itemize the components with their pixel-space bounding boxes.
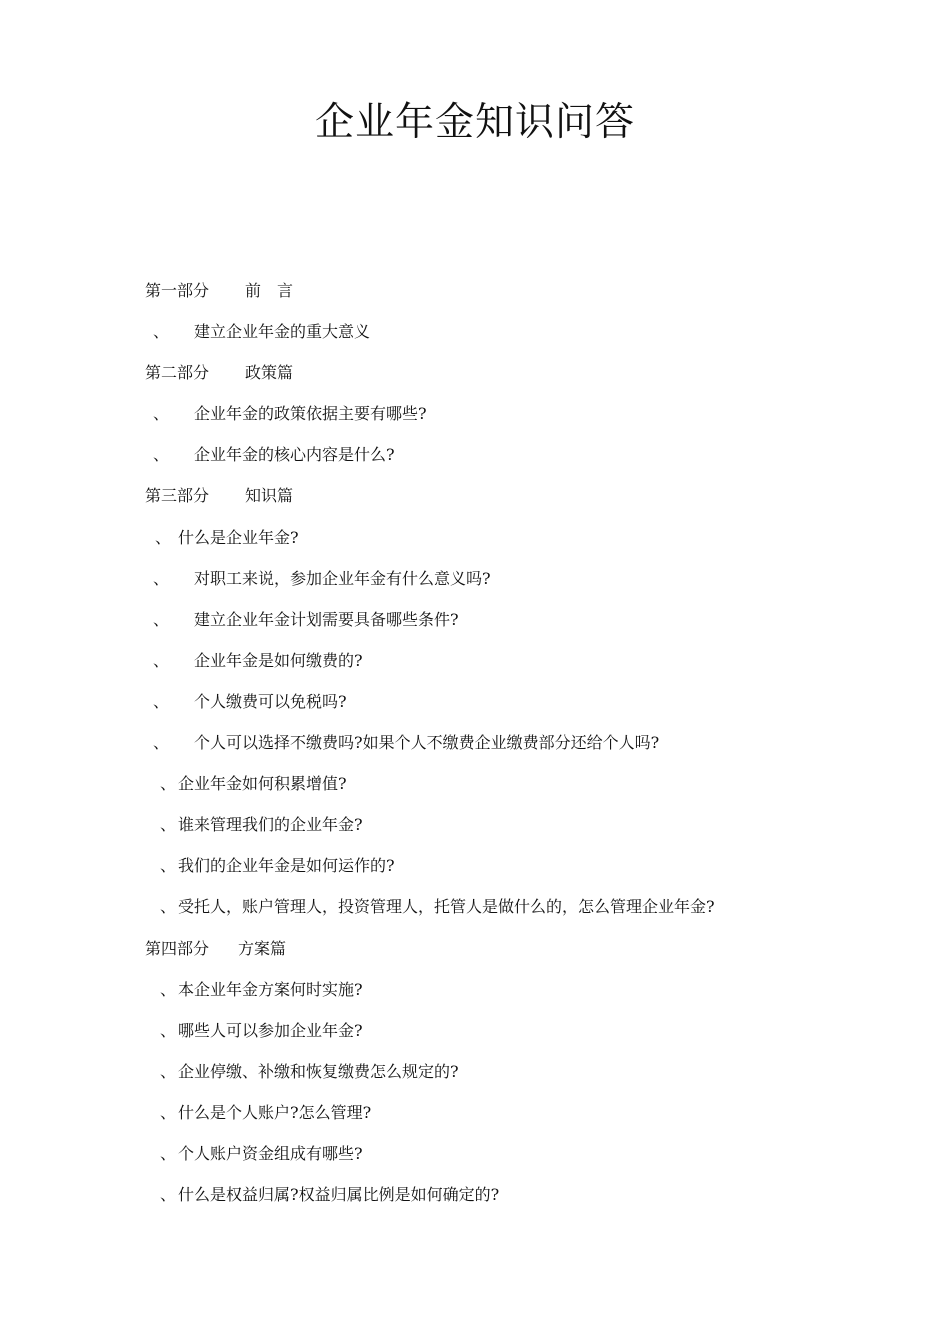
- item-marker: 、: [160, 1143, 177, 1163]
- item-marker: 、: [160, 897, 177, 917]
- toc-item: [0, 605, 950, 646]
- section-name: 方案篇: [238, 938, 287, 958]
- section-name: 知识篇: [245, 486, 294, 506]
- toc-item: [0, 1139, 950, 1180]
- item-marker: 、: [160, 1061, 177, 1081]
- section-heading: [0, 481, 950, 522]
- toc-item: [0, 399, 950, 440]
- document-title: 企业年金知识问答: [314, 100, 635, 145]
- table-of-contents: [0, 276, 950, 1221]
- item-marker: 、: [153, 404, 170, 424]
- section-number: 第四部分: [145, 938, 210, 958]
- toc-item: [0, 646, 950, 687]
- item-marker: 、: [153, 568, 170, 588]
- section-number: 第二部分: [145, 363, 210, 383]
- section-number: 第一部分: [145, 281, 210, 300]
- item-text: 企业停缴、补缴和恢复缴费怎么规定的?: [178, 1061, 459, 1081]
- item-text: 企业年金是如何缴费的?: [194, 650, 363, 670]
- toc-item: [0, 769, 950, 810]
- item-marker: 、: [160, 1102, 177, 1122]
- item-marker: 、: [155, 527, 172, 547]
- item-text: 对职工来说，参加企业年金有什么意义吗?: [194, 568, 491, 588]
- item-text: 我们的企业年金是如何运作的?: [178, 856, 395, 876]
- toc-item: [0, 810, 950, 851]
- item-marker: 、: [160, 1185, 177, 1205]
- item-text: 个人账户资金组成有哪些?: [178, 1143, 363, 1163]
- item-text: 企业年金的核心内容是什么?: [194, 445, 395, 465]
- item-marker: 、: [153, 650, 170, 670]
- toc-item: [0, 523, 950, 564]
- item-text: 个人缴费可以免税吗?: [194, 691, 347, 711]
- toc-item: [0, 728, 950, 769]
- toc-item: [0, 1016, 950, 1057]
- section-name: 前 言: [245, 281, 294, 300]
- item-marker: 、: [153, 322, 170, 342]
- toc-item: [0, 1180, 950, 1221]
- item-marker: 、: [153, 733, 170, 753]
- item-text: 本企业年金方案何时实施?: [178, 979, 363, 999]
- section-number: 第三部分: [145, 486, 210, 506]
- item-text: 个人可以选择不缴费吗?如果个人不缴费企业缴费部分还给个人吗?: [194, 733, 660, 753]
- item-marker: 、: [160, 1020, 177, 1040]
- item-marker: 、: [160, 979, 177, 999]
- item-marker: 、: [160, 815, 177, 835]
- toc-item: [0, 975, 950, 1016]
- item-text: 谁来管理我们的企业年金?: [178, 815, 363, 835]
- section-heading: [0, 358, 950, 399]
- item-marker: 、: [153, 609, 170, 629]
- item-marker: 、: [160, 774, 177, 794]
- item-text: 什么是个人账户?怎么管理?: [178, 1102, 372, 1122]
- section-name: 政策篇: [245, 363, 294, 383]
- item-text: 企业年金如何积累增值?: [178, 774, 347, 794]
- toc-item: [0, 1057, 950, 1098]
- item-marker: 、: [160, 856, 177, 876]
- item-marker: 、: [153, 691, 170, 711]
- item-text: 什么是权益归属?权益归属比例是如何确定的?: [178, 1185, 500, 1205]
- item-text: 企业年金的政策依据主要有哪些?: [194, 404, 427, 424]
- toc-item: [0, 440, 950, 481]
- section-heading: [0, 276, 950, 317]
- item-marker: 、: [153, 445, 170, 465]
- item-text: 建立企业年金的重大意义: [194, 322, 371, 342]
- toc-item: [0, 687, 950, 728]
- toc-item: [0, 892, 950, 933]
- toc-item: [0, 851, 950, 892]
- toc-item: [0, 564, 950, 605]
- toc-item: [0, 317, 950, 358]
- item-text: 哪些人可以参加企业年金?: [178, 1020, 363, 1040]
- section-heading: [0, 934, 950, 975]
- item-text: 受托人，账户管理人，投资管理人，托管人是做什么的，怎么管理企业年金?: [178, 897, 715, 917]
- item-text: 建立企业年金计划需要具备哪些条件?: [194, 609, 459, 629]
- toc-item: [0, 1098, 950, 1139]
- item-text: 什么是企业年金?: [178, 527, 299, 547]
